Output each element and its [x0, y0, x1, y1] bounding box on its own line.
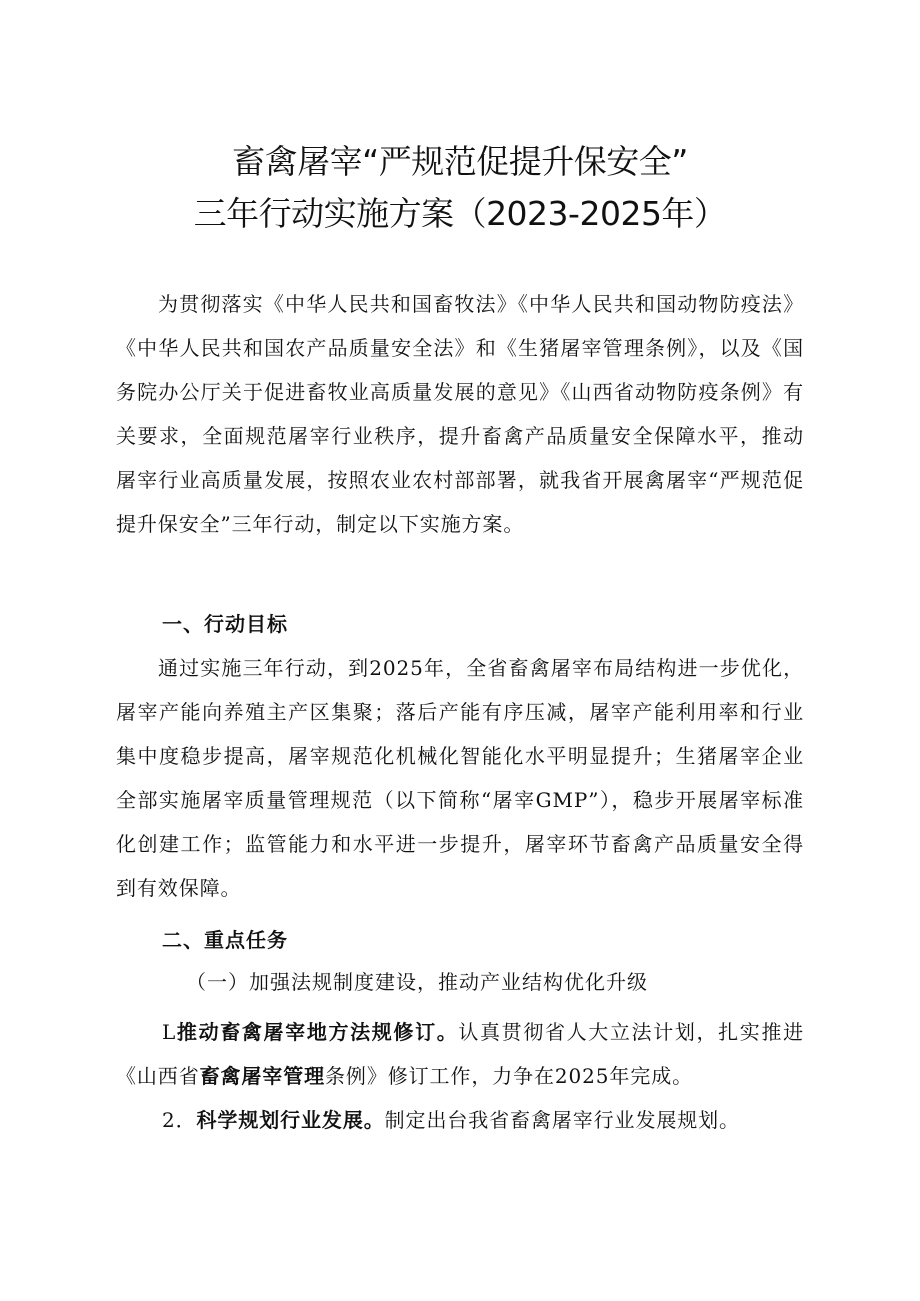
- task-item-1-text-b: 条例》修订工作，力争在2025年完成。: [325, 1064, 694, 1088]
- task-item-1-marker: L: [162, 1020, 177, 1044]
- task-item-2: [116, 1098, 804, 1142]
- goals-paragraph: 通过实施三年行动，到2025年，全省畜禽屠宰布局结构进一步优化，屠宰产能向养殖主产区集聚；落后产能有序压减，屠宰产能利用率和行业集中度稳步提高，屠宰规范化机械化智能化水平明显提升；生猪屠宰企业全部实施屠宰质量管理规范（以下简称“屠宰GMP”），稳步开展屠宰标准化创建工作；监管能力和水平进一步提升，屠宰环节畜禽产品质量安全得到有效保障。: [116, 656, 804, 900]
- subsection-heading: （一）加强法规制度建设，推动产业结构优化升级: [186, 970, 648, 994]
- task-item-2-marker: 2．: [162, 1108, 197, 1132]
- task-item-1-title: 推动畜禽屠宰地方法规修订。: [176, 1020, 459, 1044]
- task-item-1-text-a: 认真贯彻省人大立法计划，扎实推进《山西省: [116, 1020, 805, 1088]
- task-item-2-text: 制定出台我省畜禽屠宰行业发展规划。: [384, 1108, 740, 1132]
- section-heading-tasks: 二、重点任务: [162, 928, 288, 952]
- document-title-line-2: 三年行动实施方案（2023-2025年）: [193, 194, 727, 233]
- task-item-1-bold-inline: 畜禽屠宰管理: [199, 1064, 326, 1088]
- task-item-1: [116, 1010, 804, 1098]
- intro-paragraph: 为贯彻落实《中华人民共和国畜牧法》《中华人民共和国动物防疫法》《中华人民共和国农产品质量安全法》和《生猪屠宰管理条例》，以及《国务院办公厅关于促进畜牧业高质量发展的意见》《山西省动物防疫条例》有关要求，全面规范屠宰行业秩序，提升畜禽产品质量安全保障水平，推动屠宰行业高质量发展，按照农业农村部部署，就我省开展禽屠宰“严规范促提升保安全”三年行动，制定以下实施方案。: [116, 292, 804, 536]
- task-item-2-title: 科学规划行业发展。: [196, 1108, 385, 1132]
- section-heading-goals: 一、行动目标: [162, 612, 288, 636]
- document-title-line-1: 畜禽屠宰“严规范促提升保安全”: [232, 142, 688, 181]
